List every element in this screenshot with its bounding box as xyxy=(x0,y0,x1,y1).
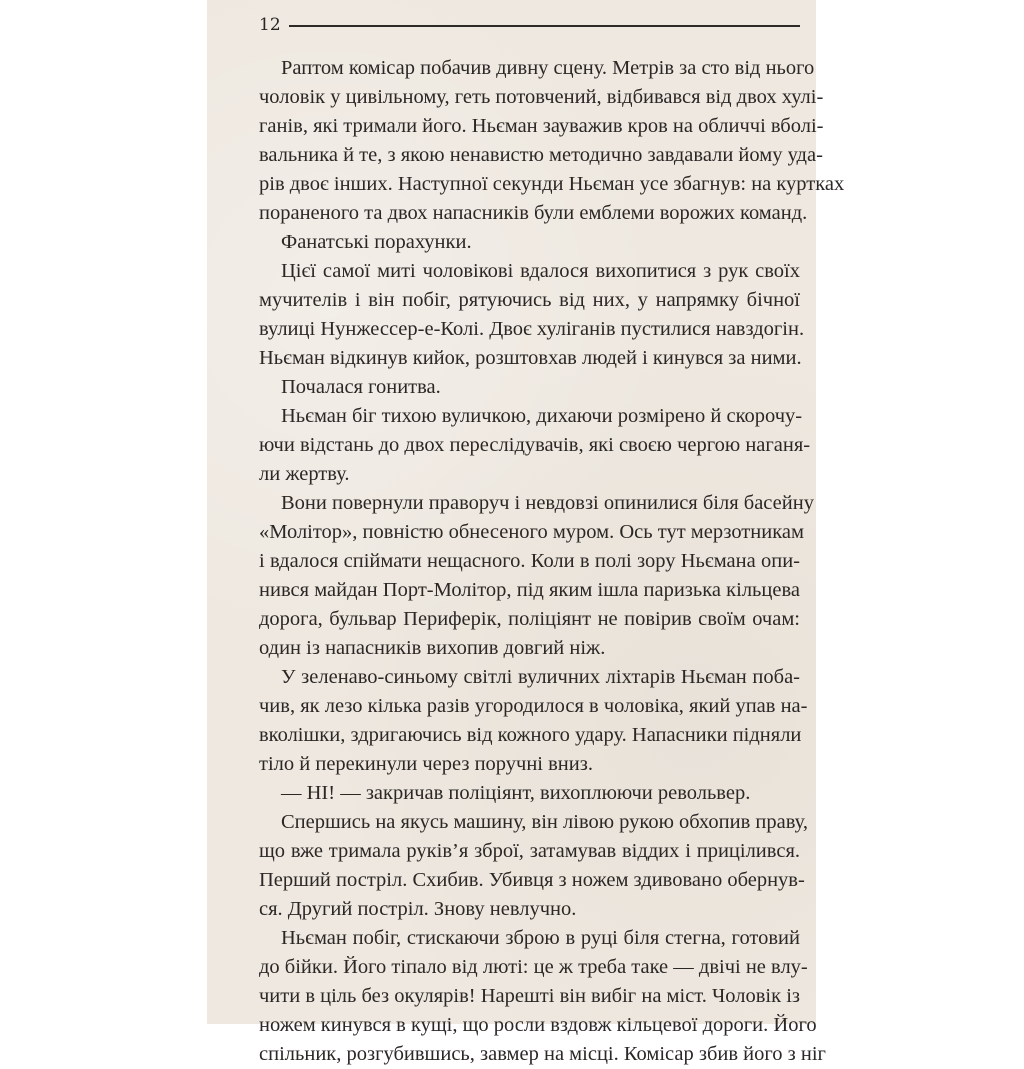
text-line: Раптом комісар побачив дивну сцену. Метрів за сто від нього xyxy=(281,57,815,79)
text-line: мучителів і він побіг, рятуючись від них, у напрямку бічної xyxy=(259,289,800,311)
text-line: — НІ! — закричав поліціянт, вихоплюючи револьвер. xyxy=(281,782,751,804)
text-line: чити в ціль без окулярів! Нарешті він вибіг на міст. Чоловік із xyxy=(259,985,801,1007)
body-text xyxy=(259,54,845,1069)
text-line: ножем кинувся в кущі, що росли вздовж кільцевої дороги. Його xyxy=(259,1014,817,1036)
header-rule xyxy=(289,25,800,27)
text-line: ючи відстань до двох переслідувачів, які своєю чергою наганя- xyxy=(259,434,811,456)
text-line: Фанатські порахунки. xyxy=(281,231,472,253)
text-line: Вони повернули праворуч і невдовзі опинилися біля басейну xyxy=(281,492,814,514)
page-header xyxy=(259,12,800,38)
text-line: Цієї самої миті чоловікові вдалося вихопитися з рук своїх xyxy=(281,260,800,282)
text-line: спільник, розгубившись, завмер на місці. Комісар збив його з ніг xyxy=(259,1043,826,1065)
text-line: пораненого та двох напасників були емблеми ворожих команд. xyxy=(259,202,808,224)
text-line: вколішки, здригаючись від кожного удару. Напасники підняли xyxy=(259,724,802,746)
text-line: Перший постріл. Схибив. Убивця з ножем здивовано обернув- xyxy=(259,869,805,891)
text-line: чив, як лезо кілька разів угородилося в чоловіка, який упав на- xyxy=(259,695,808,717)
text-line: ли жертву. xyxy=(259,463,350,485)
text-line: дорога, бульвар Периферік, поліціянт не повірив своїм очам: xyxy=(259,608,800,630)
text-line: чоловік у цивільному, геть потовчений, відбивався від двох хулі- xyxy=(259,86,824,108)
page-number: 12 xyxy=(259,15,281,35)
text-line: вальника й те, з якою ненавистю методично завдавали йому уда- xyxy=(259,144,823,166)
text-line: У зеленаво-синьому світлі вуличних ліхтарів Ньєман поба- xyxy=(281,666,800,688)
text-line: один із напасників вихопив довгий ніж. xyxy=(259,637,606,659)
text-line: Ньєман побіг, стискаючи зброю в руці біля стегна, готовий xyxy=(281,927,800,949)
text-line: Спершись на якусь машину, він лівою рукою обхопив праву, xyxy=(281,811,808,833)
text-line: ся. Другий постріл. Знову невлучно. xyxy=(259,898,577,920)
text-line: тіло й перекинули через поручні вниз. xyxy=(259,753,593,775)
text-line: вулиці Нунжессер-е-Колі. Двоє хуліганів пустилися навздогін. xyxy=(259,318,805,340)
text-line: рів двоє інших. Наступної секунди Ньєман усе збагнув: на куртках xyxy=(259,173,845,195)
text-line: «Молітор», повністю обнесеного муром. Ось тут мерзотникам xyxy=(259,521,804,543)
text-line: Ньєман біг тихою вуличкою, дихаючи розмірено й скорочу- xyxy=(281,405,803,427)
book-page xyxy=(207,0,845,1065)
text-line: нився майдан Порт-Молітор, під яким ішла паризька кільцева xyxy=(259,579,800,601)
text-line: до бійки. Його тіпало від люті: це ж треба таке — двічі не влу- xyxy=(259,956,808,978)
text-line: що вже тримала руків’я зброї, затамував віддих і прицілився. xyxy=(259,840,800,862)
text-line: Почалася гонитва. xyxy=(281,376,441,398)
text-line: ганів, які тримали його. Ньєман зауважив кров на обличчі вболі- xyxy=(259,115,824,137)
text-line: Ньєман відкинув кийок, розштовхав людей і кинувся за ними. xyxy=(259,347,802,369)
text-line: і вдалося спіймати нещасного. Коли в полі зору Ньємана опи- xyxy=(259,550,800,572)
